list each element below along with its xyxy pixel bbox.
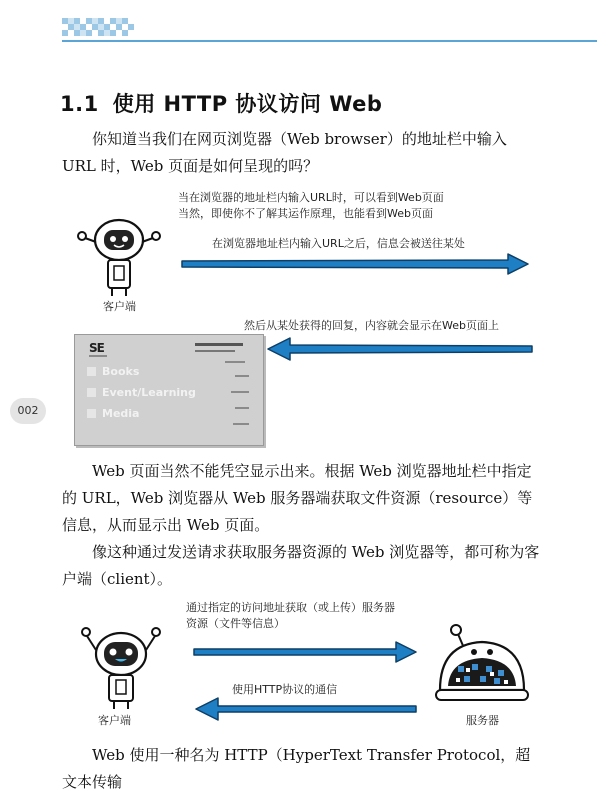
http-response-arrow-left [194, 696, 420, 722]
diagram2-response-label: 使用HTTP协议的通信 [232, 683, 338, 696]
browser-side-text-2 [231, 391, 249, 393]
browser-header-bar-2 [195, 350, 235, 352]
client-label-1: 客户端 [103, 300, 136, 313]
paragraph-2-text: Web 页面当然不能凭空显示出来。根据 Web 浏览器地址栏中指定的 URL，Web 浏览器从 Web 服务器端获取文件资源（resource）等信息，从而显示出 Web 页面。 [62, 462, 533, 534]
paragraph-body [62, 458, 540, 593]
browser-nav-text [225, 361, 245, 363]
diagram2-request-label [186, 600, 395, 632]
browser-menu-item-media: Media [87, 407, 139, 420]
diagram1-request-label: 在浏览器地址栏内输入URL之后，信息会被送往某处 [212, 237, 465, 250]
diagram1-note-line1: 当在浏览器的地址栏内输入URL时，可以看到Web页面 [178, 191, 444, 204]
server-robot-illustration [432, 620, 532, 710]
paragraph-intro [62, 126, 540, 180]
paragraph-1-text: 你知道当我们在网页浏览器（Web browser）的地址栏中输入 URL 时，Web 页面是如何呈现的吗？ [62, 130, 507, 175]
response-arrow-left [266, 336, 536, 362]
paragraph-last [62, 742, 540, 796]
section-heading [60, 88, 382, 118]
client-label-2: 客户端 [98, 714, 131, 727]
client-robot-illustration [74, 208, 164, 298]
browser-logo-underline [89, 355, 107, 357]
browser-side-text-3 [235, 407, 249, 409]
diagram2-request-line2: 资源（文件等信息） [186, 617, 285, 630]
paragraph-3-text: 像这种通过发送请求获取服务器资源的 Web 浏览器等，都可称为客户端（client）。 [62, 543, 540, 588]
diagram1-note [178, 190, 444, 222]
diagram2-request-line1: 通过指定的访问地址获取（或上传）服务器 [186, 601, 395, 614]
http-request-arrow-right [190, 640, 418, 664]
section-number: 1.1 [60, 92, 99, 116]
page-number: 002 [10, 398, 46, 424]
browser-side-text-4 [233, 423, 249, 425]
request-arrow-right [178, 252, 530, 276]
section-title: 使用 HTTP 协议访问 Web [112, 92, 383, 116]
browser-site-logo: SE [89, 341, 104, 355]
browser-menu-item-event: Event/Learning [87, 386, 196, 399]
client-robot-illustration-2 [76, 614, 166, 710]
browser-menu-item-books: Books [87, 365, 139, 378]
diagram1-note-line2: 当然，即使你不了解其运作原理，也能看到Web页面 [178, 207, 433, 220]
header-rule [62, 40, 597, 42]
paragraph-4-text: Web 使用一种名为 HTTP（HyperText Transfer Protocol，超文本传输 [62, 746, 531, 791]
server-label: 服务器 [466, 714, 499, 727]
browser-window-mock [74, 334, 264, 446]
browser-side-text-1 [235, 375, 249, 377]
header-checker-pattern [62, 18, 134, 40]
diagram1-response-label: 然后从某处获得的回复，内容就会显示在Web页面上 [244, 319, 499, 332]
browser-header-bar [195, 343, 243, 346]
